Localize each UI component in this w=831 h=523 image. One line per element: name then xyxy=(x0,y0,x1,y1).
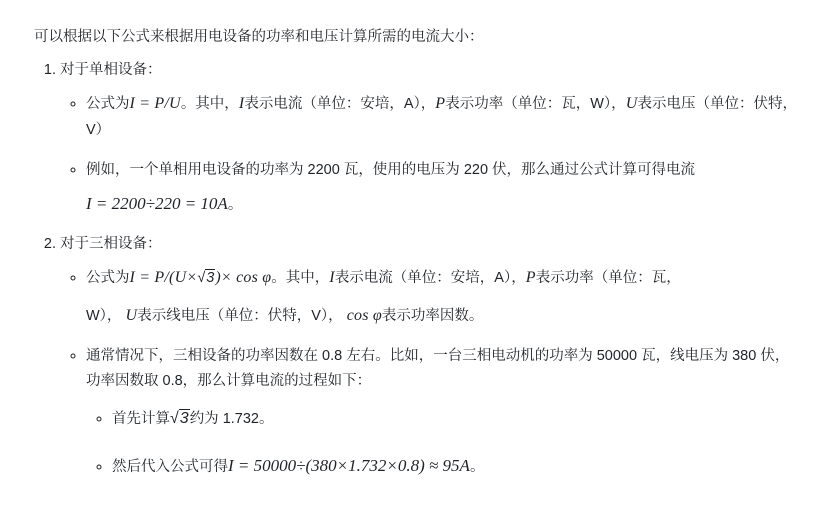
step-final-suffix: 。 xyxy=(469,458,485,475)
variable-i-3p: I xyxy=(329,269,335,287)
step-final-prefix: 然后代入公式可得 xyxy=(112,458,228,475)
step-final-calc xyxy=(112,449,801,481)
list-item-three-phase-example xyxy=(86,344,801,481)
sqrt-three-symbol-step: √3 xyxy=(170,409,189,427)
formula-tail-text: 。其中， xyxy=(180,96,239,113)
three-phase-sublist xyxy=(60,264,801,481)
list-item-single-phase xyxy=(60,59,801,219)
example-period: 。 xyxy=(227,197,243,214)
variable-p-3p: P xyxy=(525,269,536,287)
variable-p-desc: 表示功率（单位：瓦，W）， xyxy=(445,96,626,113)
list-item-single-phase-example xyxy=(86,158,801,219)
variable-u-3p: U xyxy=(125,307,138,325)
three-phase-result-formula: I = 50000÷(380×1.732×0.8) ≈ 95A xyxy=(228,455,470,475)
variable-w-unit: W）， xyxy=(86,308,122,325)
list-item-three-phase xyxy=(60,233,801,481)
variable-i-3p-desc: 表示电流（单位：安培，A）， xyxy=(334,270,526,287)
step-sqrt-prefix: 首先计算 xyxy=(112,410,170,427)
single-phase-example-formula: I = 2200÷220 = 10A xyxy=(86,194,228,214)
list-item-three-phase-formula xyxy=(86,264,801,330)
three-phase-heading: 对于三相设备： xyxy=(60,235,162,252)
variable-i: I xyxy=(238,95,245,113)
variable-u-desc: 表示电压（单位：伏特，V） xyxy=(86,96,797,139)
three-phase-formula-suffix: )× cos φ xyxy=(215,269,272,287)
single-phase-sublist xyxy=(60,90,801,219)
cos-phi-desc: 表示功率因数。 xyxy=(381,308,484,325)
variable-p-3p-desc: 表示功率（单位：瓦， xyxy=(535,270,681,287)
formula-list xyxy=(34,59,801,480)
cos-phi-symbol: cos φ xyxy=(346,307,382,325)
sqrt-three-symbol: √3 xyxy=(197,270,215,287)
intro-paragraph: 可以根据以下公式来根据用电设备的功率和电压计算所需的电流大小： xyxy=(34,29,484,45)
list-item-single-phase-formula xyxy=(86,90,801,143)
three-phase-formula-tail: 。其中， xyxy=(271,270,330,287)
variable-p: P xyxy=(435,95,446,113)
three-phase-formula-prefix: I = P/(U× xyxy=(129,269,198,287)
formula-lead-text: 公式为 xyxy=(86,96,130,113)
single-phase-formula: I = P/U xyxy=(129,95,181,113)
three-phase-example-text: 通常情况下，三相设备的功率因数在 0.8 左右。比如，一台三相电动机的功率为 50000 瓦，线电压为 380 伏，功率因数取 0.8，那么计算电流的过程如下： xyxy=(86,348,790,390)
single-phase-heading: 对于单相设备： xyxy=(60,62,162,79)
step-sqrt-suffix: 约为 1.732。 xyxy=(189,410,274,427)
variable-u: U xyxy=(625,95,638,113)
sqrt-three-radicand: 3 xyxy=(206,270,215,287)
variable-u-3p-desc: 表示线电压（单位：伏特，V）， xyxy=(137,308,343,325)
sqrt-three-radicand-step: 3 xyxy=(179,409,189,427)
step-sqrt-calc xyxy=(112,405,801,433)
variable-i-desc: 表示电流（单位：安培，A）， xyxy=(244,96,436,113)
example-text: 例如，一个单相用电设备的功率为 2200 瓦，使用的电压为 220 伏，那么通过公式计算可得电流 xyxy=(86,161,696,178)
three-phase-steps-list xyxy=(86,405,801,481)
three-phase-formula-lead: 公式为 xyxy=(86,270,130,287)
